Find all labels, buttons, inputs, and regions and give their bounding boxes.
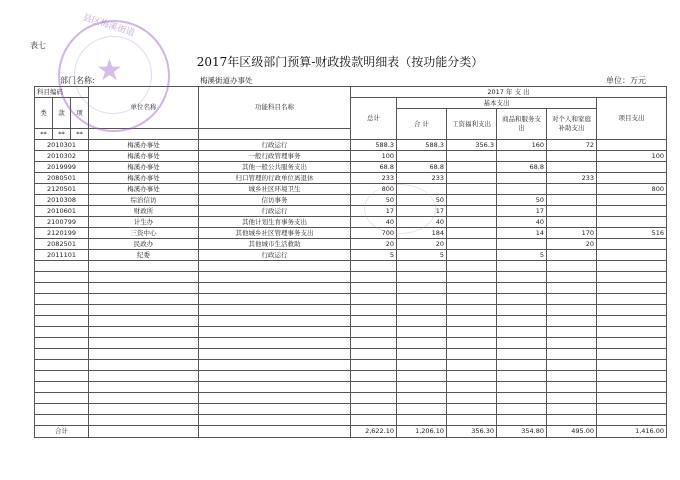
row-project	[597, 305, 667, 316]
table-row	[35, 184, 667, 195]
row-code	[35, 261, 89, 272]
unit-name-header: 单位名称	[89, 87, 199, 129]
row-code: 2010601	[35, 206, 89, 217]
row-wage	[447, 338, 497, 349]
row-wage	[447, 371, 497, 382]
table-row	[35, 206, 667, 217]
row-total	[351, 327, 397, 338]
row-wage	[447, 415, 497, 426]
row-personal	[547, 360, 597, 371]
star-icon: ★	[96, 53, 123, 88]
row-goods: 40	[497, 217, 547, 228]
row-basic-subtotal	[397, 393, 447, 404]
row-unit-name: 纪委	[89, 250, 199, 261]
totals-row	[35, 426, 667, 438]
table-row	[35, 360, 667, 371]
row-project	[597, 415, 667, 426]
table-row	[35, 195, 667, 206]
row-personal	[547, 349, 597, 360]
row-function-name	[199, 272, 351, 283]
row-function-name: 行政运行	[199, 140, 351, 151]
year-expense-header: 2017 年 支 出	[351, 87, 667, 98]
row-project	[597, 283, 667, 294]
function-name-header: 功能科目名称	[199, 87, 351, 129]
row-unit-name: 梅溪办事处	[89, 184, 199, 195]
row-basic-subtotal: 184	[397, 228, 447, 239]
row-code: 2010302	[35, 151, 89, 162]
row-basic-subtotal	[397, 261, 447, 272]
row-code	[35, 404, 89, 415]
row-goods	[497, 415, 547, 426]
row-total: 700	[351, 228, 397, 239]
row-function-name	[199, 338, 351, 349]
row-unit-name: 梅溪办事处	[89, 140, 199, 151]
row-basic-subtotal	[397, 327, 447, 338]
table-row	[35, 173, 667, 184]
row-basic-subtotal	[397, 338, 447, 349]
table-row	[35, 415, 667, 426]
row-personal	[547, 261, 597, 272]
row-personal	[547, 305, 597, 316]
table-row	[35, 349, 667, 360]
row-project	[597, 360, 667, 371]
row-goods	[497, 360, 547, 371]
table-row	[35, 404, 667, 415]
row-basic-subtotal	[397, 316, 447, 327]
row-basic-subtotal: 5	[397, 250, 447, 261]
row-total: 100	[351, 151, 397, 162]
row-project	[597, 393, 667, 404]
table-row	[35, 371, 667, 382]
department-label: 部门名称:	[60, 76, 95, 85]
row-wage	[447, 195, 497, 206]
row-personal	[547, 250, 597, 261]
row-total	[351, 305, 397, 316]
basic-subtotal: 1,206.10	[397, 426, 447, 438]
star-marker: **	[35, 129, 53, 140]
row-personal	[547, 415, 597, 426]
table-row	[35, 217, 667, 228]
row-total: 588.3	[351, 140, 397, 151]
row-project: 100	[597, 151, 667, 162]
table-row	[35, 151, 667, 162]
row-goods: 50	[497, 195, 547, 206]
row-wage	[447, 239, 497, 250]
row-basic-subtotal: 17	[397, 206, 447, 217]
row-unit-name	[89, 382, 199, 393]
star-marker: **	[71, 129, 89, 140]
row-project	[597, 316, 667, 327]
table-row	[35, 250, 667, 261]
row-personal	[547, 162, 597, 173]
grand-total: 2,622.10	[351, 426, 397, 438]
row-code	[35, 415, 89, 426]
row-function-name	[199, 294, 351, 305]
row-wage	[447, 393, 497, 404]
row-goods: 17	[497, 206, 547, 217]
row-basic-subtotal	[397, 415, 447, 426]
row-goods: 14	[497, 228, 547, 239]
currency-unit: 单位：万元	[606, 76, 646, 85]
row-goods	[497, 338, 547, 349]
row-total	[351, 382, 397, 393]
row-function-name	[199, 349, 351, 360]
row-unit-name	[89, 404, 199, 415]
row-project	[597, 261, 667, 272]
row-personal: 72	[547, 140, 597, 151]
row-function-name	[199, 404, 351, 415]
row-basic-subtotal	[397, 305, 447, 316]
row-basic-subtotal	[397, 404, 447, 415]
row-unit-name: 综治信访	[89, 195, 199, 206]
row-wage	[447, 404, 497, 415]
row-unit-name	[89, 305, 199, 316]
row-unit-name	[89, 272, 199, 283]
row-function-name: 其他城市生活救助	[199, 239, 351, 250]
row-project	[597, 327, 667, 338]
row-basic-subtotal	[397, 349, 447, 360]
table-row	[35, 228, 667, 239]
row-total	[351, 393, 397, 404]
total-header: 总计	[351, 98, 397, 140]
table-row	[35, 140, 667, 151]
row-project	[597, 239, 667, 250]
wage-total: 356.30	[447, 426, 497, 438]
row-function-name: 其他城乡社区管理事务支出	[199, 228, 351, 239]
row-project: 516	[597, 228, 667, 239]
row-code	[35, 349, 89, 360]
row-code	[35, 360, 89, 371]
row-wage	[447, 162, 497, 173]
row-total	[351, 283, 397, 294]
row-function-name	[199, 415, 351, 426]
row-code: 2011101	[35, 250, 89, 261]
row-personal	[547, 316, 597, 327]
row-function-name	[199, 360, 351, 371]
row-project	[597, 173, 667, 184]
row-wage	[447, 382, 497, 393]
row-function-name	[199, 261, 351, 272]
row-unit-name	[89, 327, 199, 338]
row-code: 2120501	[35, 184, 89, 195]
row-code	[35, 393, 89, 404]
table-row	[35, 393, 667, 404]
row-project	[597, 338, 667, 349]
row-personal	[547, 371, 597, 382]
row-unit-name	[89, 415, 199, 426]
row-basic-subtotal	[397, 151, 447, 162]
row-goods	[497, 261, 547, 272]
row-project	[597, 250, 667, 261]
row-wage	[447, 283, 497, 294]
row-personal	[547, 217, 597, 228]
row-wage: 356.3	[447, 140, 497, 151]
row-code: 2100799	[35, 217, 89, 228]
row-code	[35, 316, 89, 327]
row-personal	[547, 338, 597, 349]
row-wage	[447, 173, 497, 184]
star-marker: **	[53, 129, 71, 140]
row-total	[351, 338, 397, 349]
basic-expense-header: 基本支出	[397, 98, 597, 109]
row-total	[351, 404, 397, 415]
row-personal: 233	[547, 173, 597, 184]
row-personal	[547, 294, 597, 305]
row-function-name: 行政运行	[199, 206, 351, 217]
row-unit-name	[89, 294, 199, 305]
row-unit-name: 计生办	[89, 217, 199, 228]
row-total: 5	[351, 250, 397, 261]
table-row	[35, 261, 667, 272]
row-total: 68.8	[351, 162, 397, 173]
totals-label: 合计	[35, 426, 89, 438]
row-wage	[447, 206, 497, 217]
row-basic-subtotal: 20	[397, 239, 447, 250]
row-basic-subtotal: 588.3	[397, 140, 447, 151]
row-basic-subtotal	[397, 294, 447, 305]
row-goods	[497, 173, 547, 184]
department-name: 梅溪街道办事处	[200, 76, 253, 85]
row-personal	[547, 184, 597, 195]
row-personal	[547, 206, 597, 217]
row-total: 40	[351, 217, 397, 228]
row-function-name: 城乡社区环境卫生	[199, 184, 351, 195]
row-code	[35, 382, 89, 393]
row-total: 800	[351, 184, 397, 195]
row-code	[35, 338, 89, 349]
row-function-name	[199, 371, 351, 382]
row-project	[597, 294, 667, 305]
row-code: 2010301	[35, 140, 89, 151]
row-wage	[447, 272, 497, 283]
row-personal: 20	[547, 239, 597, 250]
category-header: 类	[35, 98, 53, 129]
row-code: 2120199	[35, 228, 89, 239]
row-basic-subtotal: 233	[397, 173, 447, 184]
row-goods: 5	[497, 250, 547, 261]
row-code: 2019999	[35, 162, 89, 173]
row-code	[35, 272, 89, 283]
row-code: 2080501	[35, 173, 89, 184]
row-unit-name: 梅溪办事处	[89, 173, 199, 184]
row-unit-name	[89, 261, 199, 272]
row-unit-name: 财政所	[89, 206, 199, 217]
project-expense-header: 项目支出	[597, 98, 667, 140]
goods-services-header: 商品和服务支出	[497, 109, 547, 140]
row-project	[597, 382, 667, 393]
row-total	[351, 371, 397, 382]
personal-total: 495.00	[547, 426, 597, 438]
row-unit-name	[89, 283, 199, 294]
table-row	[35, 294, 667, 305]
row-function-name: 信访事务	[199, 195, 351, 206]
row-function-name	[199, 316, 351, 327]
row-personal	[547, 404, 597, 415]
personal-subsidy-header: 对个人和家庭补助支出	[547, 109, 597, 140]
table-row	[35, 283, 667, 294]
row-total: 233	[351, 173, 397, 184]
table-row	[35, 272, 667, 283]
row-unit-name: 梅溪办事处	[89, 151, 199, 162]
row-total: 20	[351, 239, 397, 250]
row-code	[35, 327, 89, 338]
row-unit-name: 梅溪办事处	[89, 162, 199, 173]
row-unit-name: 三资中心	[89, 228, 199, 239]
row-basic-subtotal	[397, 272, 447, 283]
row-function-name	[199, 283, 351, 294]
row-goods	[497, 349, 547, 360]
row-function-name	[199, 393, 351, 404]
row-project: 800	[597, 184, 667, 195]
row-unit-name	[89, 316, 199, 327]
subtotal-header: 合 计	[397, 109, 447, 140]
row-project	[597, 272, 667, 283]
row-total	[351, 261, 397, 272]
row-goods	[497, 393, 547, 404]
row-function-name: 归口管理的行政单位离退休	[199, 173, 351, 184]
row-goods	[497, 272, 547, 283]
row-goods	[497, 382, 547, 393]
budget-table	[34, 86, 667, 438]
section-header: 款	[53, 98, 71, 129]
row-unit-name: 民政办	[89, 239, 199, 250]
row-project	[597, 349, 667, 360]
seal-text: 县区梅溪街道	[81, 12, 136, 40]
row-total	[351, 316, 397, 327]
row-goods	[497, 283, 547, 294]
row-personal	[547, 151, 597, 162]
row-project	[597, 404, 667, 415]
row-basic-subtotal: 68.8	[397, 162, 447, 173]
row-function-name: 一般行政管理事务	[199, 151, 351, 162]
row-total	[351, 272, 397, 283]
row-personal	[547, 283, 597, 294]
row-goods: 160	[497, 140, 547, 151]
row-goods	[497, 151, 547, 162]
row-total	[351, 415, 397, 426]
row-wage	[447, 327, 497, 338]
row-goods	[497, 404, 547, 415]
goods-total: 354.80	[497, 426, 547, 438]
row-basic-subtotal	[397, 371, 447, 382]
row-basic-subtotal	[397, 382, 447, 393]
row-function-name	[199, 327, 351, 338]
row-code: 2082501	[35, 239, 89, 250]
row-wage	[447, 250, 497, 261]
row-unit-name	[89, 393, 199, 404]
row-basic-subtotal: 40	[397, 217, 447, 228]
row-project	[597, 195, 667, 206]
row-goods	[497, 371, 547, 382]
row-basic-subtotal	[397, 283, 447, 294]
table-row	[35, 382, 667, 393]
page-title: 2017年区级部门预算-财政拨款明细表（按功能分类）	[196, 55, 484, 69]
row-goods	[497, 239, 547, 250]
row-function-name: 其他计划生育事务支出	[199, 217, 351, 228]
project-total: 1,416.00	[597, 426, 667, 438]
row-function-name: 其他一般公共服务支出	[199, 162, 351, 173]
row-wage	[447, 316, 497, 327]
row-wage	[447, 217, 497, 228]
row-personal: 170	[547, 228, 597, 239]
table-row	[35, 327, 667, 338]
table-row	[35, 316, 667, 327]
row-personal	[547, 393, 597, 404]
row-total	[351, 349, 397, 360]
row-goods	[497, 184, 547, 195]
table-number-label: 表七	[30, 41, 46, 50]
table-row	[35, 305, 667, 316]
row-wage	[447, 228, 497, 239]
row-wage	[447, 349, 497, 360]
row-code: 2010308	[35, 195, 89, 206]
row-total: 17	[351, 206, 397, 217]
row-code	[35, 371, 89, 382]
row-total	[351, 360, 397, 371]
row-code	[35, 305, 89, 316]
row-project	[597, 162, 667, 173]
row-basic-subtotal: 50	[397, 195, 447, 206]
row-function-name	[199, 305, 351, 316]
row-personal	[547, 195, 597, 206]
row-total: 50	[351, 195, 397, 206]
row-code	[35, 283, 89, 294]
row-unit-name	[89, 338, 199, 349]
row-unit-name	[89, 360, 199, 371]
row-total	[351, 294, 397, 305]
row-project	[597, 140, 667, 151]
row-function-name: 行政运行	[199, 250, 351, 261]
table-row	[35, 338, 667, 349]
row-project	[597, 371, 667, 382]
row-wage	[447, 151, 497, 162]
row-function-name	[199, 382, 351, 393]
row-unit-name	[89, 371, 199, 382]
wage-header: 工资福利支出	[447, 109, 497, 140]
row-goods: 68.8	[497, 162, 547, 173]
row-goods	[497, 316, 547, 327]
table-row	[35, 162, 667, 173]
row-basic-subtotal	[397, 360, 447, 371]
item-header: 项	[71, 98, 89, 129]
row-wage	[447, 360, 497, 371]
row-wage	[447, 184, 497, 195]
subject-code-header: 科目编码	[35, 87, 89, 98]
row-personal	[547, 382, 597, 393]
row-unit-name	[89, 349, 199, 360]
row-project	[597, 206, 667, 217]
table-row	[35, 239, 667, 250]
row-goods	[497, 327, 547, 338]
row-goods	[497, 294, 547, 305]
row-wage	[447, 294, 497, 305]
row-code	[35, 294, 89, 305]
row-personal	[547, 327, 597, 338]
row-personal	[547, 272, 597, 283]
row-wage	[447, 305, 497, 316]
row-basic-subtotal	[397, 184, 447, 195]
row-goods	[497, 305, 547, 316]
row-project	[597, 217, 667, 228]
row-wage	[447, 261, 497, 272]
